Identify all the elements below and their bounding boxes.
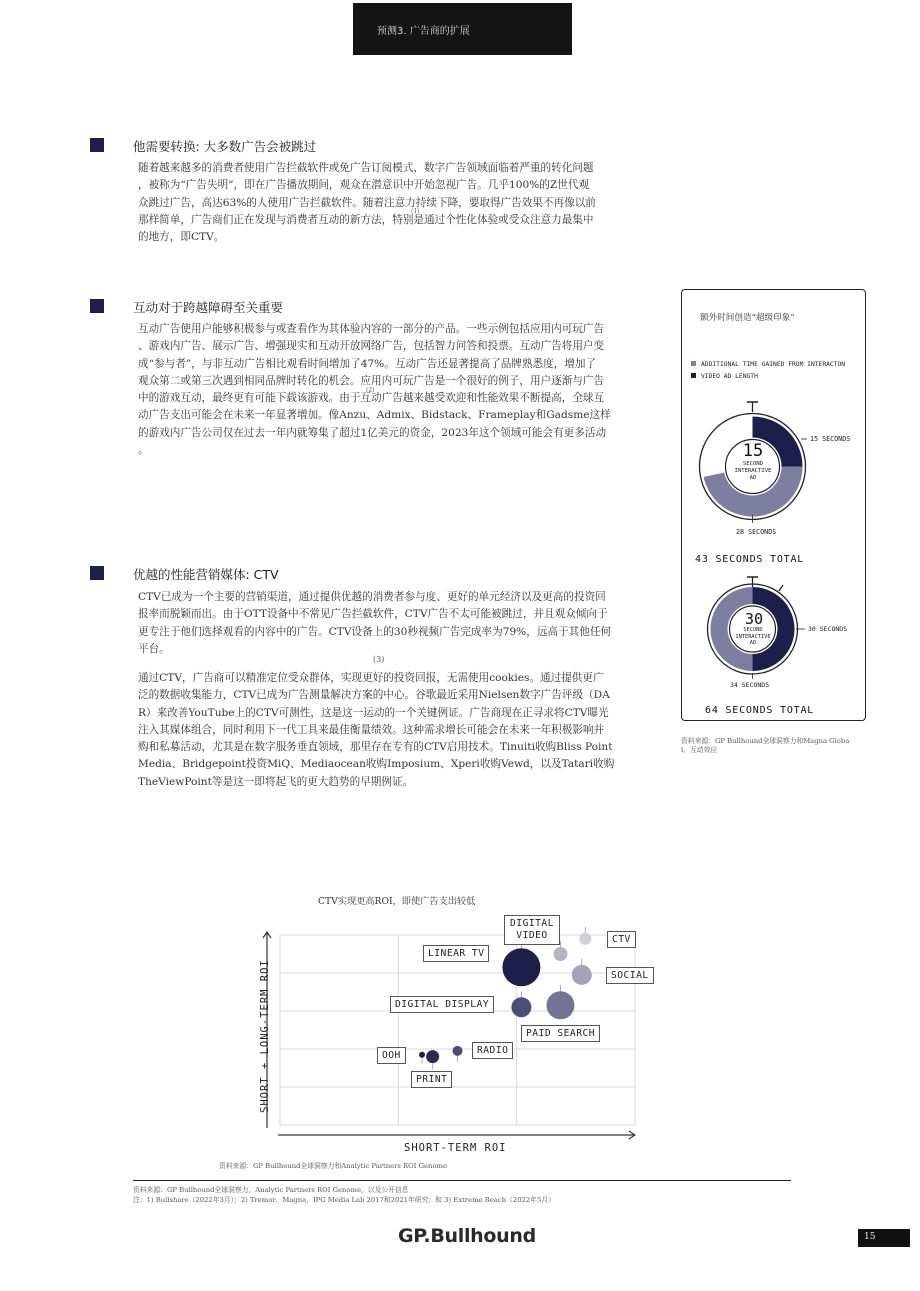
center-line: INTERACTIVE <box>735 633 771 640</box>
donut-2-additional-label: 34 SECONDS <box>730 681 770 689</box>
bubble-radio <box>453 1046 463 1056</box>
source-line: 资料来源：GP Bullhound全球洞察力和Magna Globa <box>681 737 850 745</box>
section-body-3b <box>138 670 658 791</box>
legend-item <box>691 359 845 371</box>
body-line: 的地方，即CTV。 <box>138 231 225 244</box>
donut-2-center-number: 30 <box>744 610 764 628</box>
body-line: 的游戏内广告公司仅在过去一年内就筹集了超过1亿美元的资金，2023年这个领域可能会有更多活动 <box>138 426 607 439</box>
center-line: SECOND <box>742 461 764 467</box>
chart-source: 资料来源：GP Bullhound全球洞察力和Analytic Partners ROI Genome <box>219 1162 447 1170</box>
donut-1-center-number: 15 <box>742 441 764 461</box>
body-line: 互动广告使用户能够积极参与或查看作为其体验内容的一部分的产品。一些示例包括应用内可玩广告 <box>138 323 605 335</box>
donut-1-center-text <box>723 461 783 482</box>
donut-1-additional-label: 28 SECONDS <box>736 528 777 536</box>
section-title-1: 他需要转换: 大多数广告会被跳过 <box>133 139 317 154</box>
body-line: 观众第二或第三次遇到相同品牌时转化的机会。应用内可玩广告是一个很好的例子，用户逐渐与广告 <box>138 374 605 387</box>
body-line: TheViewPoint等是这一即将起飞的更大趋势的早期例证。 <box>138 775 414 788</box>
body-line: 随着越来越多的消费者使用广告拦截软件或免广告订阅模式，数字广告领域面临着严重的转化问题 <box>138 162 594 174</box>
section-marker <box>90 138 104 152</box>
page-number: 15 <box>864 1232 876 1242</box>
body-line: 那样简单，广告商们正在发现与消费者互动的新方法，特别是通过个性化体验或受众注意力最集中 <box>138 213 594 226</box>
label-paid-search: PAID SEARCH <box>521 1025 600 1042</box>
center-line: AD <box>749 475 757 481</box>
label-social: SOCIAL <box>606 967 654 984</box>
body-line: 、游戏内广告、展示广告、增强现实和互动开放网络广告，包括智力问答和投票。互动广告将用户变 <box>138 340 605 353</box>
bubble-digital-display <box>511 997 531 1017</box>
legend-item <box>691 371 845 383</box>
donut-2-video-label: 30 SECONDS <box>808 625 848 633</box>
panel-source <box>681 737 849 755</box>
center-line: AD <box>749 640 757 646</box>
center-line: INTERACTIVE <box>734 468 772 474</box>
body-line: 。 <box>138 444 149 457</box>
body-line: 成“参与者”，与非互动广告相比观看时间增加了47%。互动广告还显著提高了品牌熟悉度，增加了 <box>138 357 597 370</box>
body-line: CTV已成为一个主要的营销渠道，通过提供优越的消费者参与度、更好的单元经济以及更高的投资回 <box>138 591 606 603</box>
body-line: 平台。 <box>138 642 170 655</box>
body-line: 泛的数据收集能力，CTV已成为广告测量解决方案的中心。谷歌最近采用Nielsen数字广告评级（DA <box>138 689 610 702</box>
y-axis-label: SHORT + LONG-TERM ROI <box>259 959 271 1113</box>
bubble-paid-search <box>546 991 574 1019</box>
label-digital-video <box>504 915 560 945</box>
section-marker <box>90 566 104 580</box>
body-line: 更专注于他们选择观看的内容中的广告。CTV设备上的30秒视频广告完成率为79%，远高于其他任何 <box>138 625 612 638</box>
donut-1-total: 43 SECONDS TOTAL <box>695 554 805 565</box>
page-number-box <box>858 1229 910 1247</box>
label-linear-tv: LINEAR TV <box>423 945 489 962</box>
body-line: R）来改善YouTube上的CTV可测性，这是这一运动的一个关键例证。广告商现在正寻求将CTV曝光 <box>138 706 609 719</box>
body-line: 动广告支出可能会在未来一年显著增加。像Anzu、Admix、Bidstack、Frameplay和Gadsme这样 <box>138 409 611 422</box>
label-text: DIGITAL VIDEO <box>510 918 554 941</box>
gp-bullhound-logo: GP.Bullhound <box>398 1225 536 1247</box>
section-body-2 <box>138 321 648 459</box>
donut-2-center-text <box>723 627 783 647</box>
header-title: 预测3. 广告商的扩展 <box>377 26 470 37</box>
footnote-marker: (1) <box>411 208 420 215</box>
section-body-1 <box>138 160 648 246</box>
section-title-2: 互动对于跨越障碍至关重要 <box>133 300 284 315</box>
label-digital-display: DIGITAL DISPLAY <box>390 996 494 1013</box>
panel-legend <box>691 359 845 383</box>
label-print: PRINT <box>411 1071 452 1088</box>
footnote-marker: (2) <box>366 387 375 394</box>
source-line: l、互动效应 <box>681 746 718 754</box>
legend-label: VIDEO AD LENGTH <box>701 373 758 380</box>
body-line: 众跳过广告，高达63%的人使用广告拦截软件。随着注意力持续下降，要取得广告效果不再像以前 <box>138 196 596 209</box>
donut-1-video-label: 15 SECONDS <box>810 435 851 443</box>
bubble-print <box>426 1050 439 1063</box>
footer-rule <box>133 1180 791 1181</box>
chart-title: CTV实现更高ROI，即使广告支出较低 <box>318 896 476 907</box>
body-line: Media、Bridgepoint投资MiQ、Mediaocean收购Imposium、Xperi收购Vewd，以及Tatari收购 <box>138 758 615 771</box>
label-radio: RADIO <box>472 1042 513 1059</box>
section-title-3: 优越的性能营销媒体: CTV <box>133 567 279 582</box>
x-axis-label: SHORT-TERM ROI <box>404 1142 507 1154</box>
legend-swatch-additional <box>691 361 696 366</box>
donut-2-total: 64 SECONDS TOTAL <box>705 705 815 716</box>
body-line: 注入其媒体组合，同时利用下一代工具来最佳衡量绩效。这种需求增长可能会在未来一年积极影响并 <box>138 723 605 736</box>
label-ctv: CTV <box>607 931 636 948</box>
footer-source: 资料来源：GP Bullhound全球洞察力，Analytic Partners ROI Genome，以及公开信息 <box>133 1186 409 1194</box>
body-line: ，被称为“广告失明”，即在广告播放期间，观众在潜意识中开始忽视广告。几乎100%的Z世代观 <box>138 179 590 192</box>
panel-title: 额外时间创造“超级印象” <box>700 313 795 323</box>
body-line: 购和私募活动，尤其是在数字服务垂直领域，那里存在专有的CTV启用技术。Tinuiti收购Bliss Point <box>138 741 613 754</box>
legend-label: ADDITIONAL TIME GAINED FROM INTERACTON <box>701 361 846 368</box>
bubble-ooh <box>419 1052 425 1058</box>
bubble-ctv <box>579 933 591 945</box>
bubble-linear-tv <box>502 948 540 986</box>
bubble-digital-video <box>553 947 567 961</box>
footnote-marker: (3) <box>373 655 385 664</box>
body-line: 通过CTV，广告商可以精准定位受众群体，实现更好的投资回报，无需使用cookies。通过提供更广 <box>138 672 604 684</box>
section-marker <box>90 299 104 313</box>
header-banner <box>353 3 572 55</box>
center-line: SECOND <box>743 627 763 633</box>
legend-swatch-video <box>691 373 696 378</box>
bubble-social <box>572 965 592 985</box>
body-line: 报率而脱颖而出。由于OTT设备中不常见广告拦截软件，CTV广告不太可能被跳过，并且观众倾向于 <box>138 608 608 621</box>
footer-notes: 注：1) Bullshare（2022年3月）；2) Tremor、Magna，IPG Media Lab 2017和2021年研究；和 3) Extreme Reach（2022年5月） <box>133 1196 555 1204</box>
label-ooh: OOH <box>377 1047 406 1064</box>
body-line: 中的游戏互动，最终更有可能下载该游戏。由于互动广告越来越受欢迎和性能效果不断提高，全球互 <box>138 392 605 405</box>
section-body-3 <box>138 589 658 658</box>
